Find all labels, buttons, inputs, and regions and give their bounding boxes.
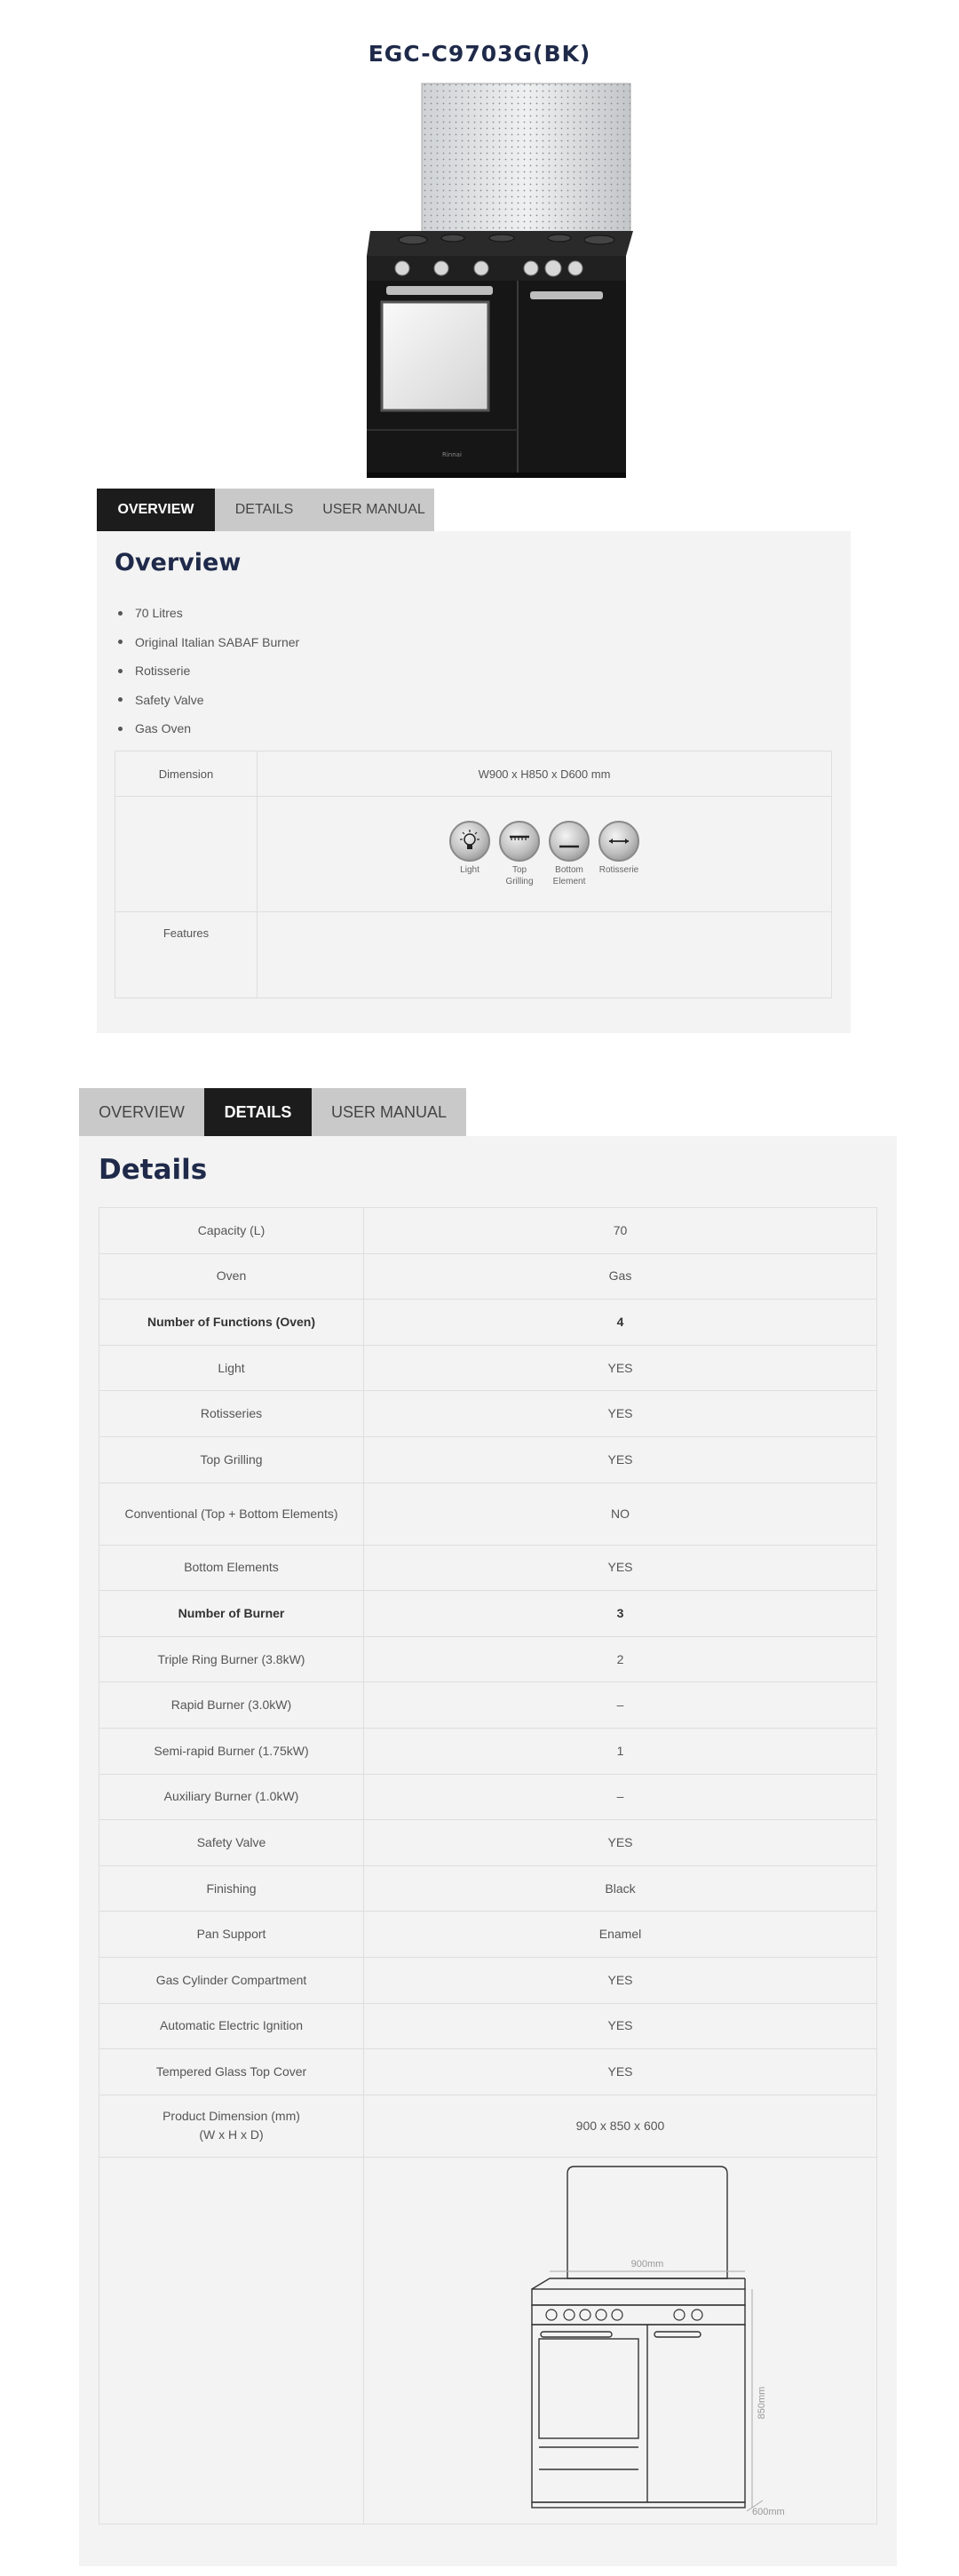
table-row <box>99 1912 877 1958</box>
table-row <box>99 2095 877 2157</box>
spec-value: Black <box>364 1865 877 1912</box>
light-bulb-icon <box>449 821 490 862</box>
table-row <box>99 1253 877 1300</box>
tab-overview[interactable]: OVERVIEW <box>79 1088 204 1136</box>
table-row <box>115 797 832 912</box>
table-row <box>99 1208 877 1254</box>
spec-label: Number of Functions (Oven) <box>99 1300 364 1346</box>
product-title: EGC-C9703G(BK) <box>368 41 591 67</box>
spec-value: YES <box>364 1345 877 1391</box>
table-row <box>99 2157 877 2524</box>
dimension-drawing <box>470 2163 785 2518</box>
bottom-element-icon <box>549 821 590 862</box>
overview-panel <box>97 531 851 1033</box>
spec-value: 70 <box>364 1208 877 1254</box>
feature-light <box>448 821 491 887</box>
spec-label: Semi-rapid Burner (1.75kW) <box>99 1728 364 1774</box>
spec-value: YES <box>364 1957 877 2003</box>
spec-value: 4 <box>364 1300 877 1346</box>
tab-details[interactable]: DETAILS <box>204 1088 312 1136</box>
feature-label: Bottom Element <box>552 865 586 886</box>
list-item: Safety Valve <box>115 686 299 715</box>
spec-label: Conventional (Top + Bottom Elements) <box>99 1483 364 1545</box>
dimension-value: W900 x H850 x D600 mm <box>258 751 832 797</box>
depth-dimension-label: 600mm <box>751 2506 785 2517</box>
spec-value: NO <box>364 1483 877 1545</box>
overview-heading: Overview <box>115 549 242 576</box>
table-row <box>115 912 832 998</box>
spec-label: Pan Support <box>99 1912 364 1958</box>
feature-bottom-element <box>548 821 590 887</box>
overview-tab-bar <box>97 489 434 531</box>
rotisserie-icon <box>598 821 639 862</box>
overview-spec-table <box>115 751 832 998</box>
table-row <box>115 751 832 797</box>
details-panel <box>79 1136 897 2566</box>
spec-label: Safety Valve <box>99 1820 364 1866</box>
table-row <box>99 1300 877 1346</box>
spec-label: Gas Cylinder Compartment <box>99 1957 364 2003</box>
spec-value: Gas <box>364 1253 877 1300</box>
tab-user-manual[interactable]: USER MANUAL <box>313 489 434 531</box>
table-row <box>99 1728 877 1774</box>
feature-top-grilling <box>498 821 541 887</box>
table-row <box>99 1820 877 1866</box>
details-spec-table <box>99 1207 877 2524</box>
table-row <box>99 1591 877 1637</box>
table-row <box>99 1391 877 1437</box>
spec-value: – <box>364 1682 877 1729</box>
spec-label: Product Dimension (mm) (W x H x D) <box>99 2095 364 2157</box>
table-row <box>99 1545 877 1591</box>
dimension-label: Dimension <box>115 751 258 797</box>
spec-value: YES <box>364 1820 877 1866</box>
spec-label: Finishing <box>99 1865 364 1912</box>
spec-value: 2 <box>364 1636 877 1682</box>
feature-icons <box>258 821 831 887</box>
features-label: Features <box>115 912 258 998</box>
svg-text:Rinnai: Rinnai <box>442 451 462 458</box>
spec-value: 1 <box>364 1728 877 1774</box>
spec-label: Top Grilling <box>99 1436 364 1483</box>
width-dimension-label: 900mm <box>630 2258 663 2270</box>
table-row <box>99 2049 877 2095</box>
spec-label: Light <box>99 1345 364 1391</box>
spec-label: Capacity (L) <box>99 1208 364 1254</box>
table-row <box>99 1483 877 1545</box>
spec-value: YES <box>364 1391 877 1437</box>
details-heading: Details <box>99 1154 208 1186</box>
feature-label: Rotisserie <box>598 865 639 875</box>
table-row <box>99 1345 877 1391</box>
details-tab-bar <box>79 1088 466 1136</box>
spec-value: YES <box>364 2003 877 2049</box>
spec-label: Number of Burner <box>99 1591 364 1637</box>
table-row <box>99 1957 877 2003</box>
spec-value: Enamel <box>364 1912 877 1958</box>
spec-label: Rapid Burner (3.0kW) <box>99 1682 364 1729</box>
tab-user-manual[interactable]: USER MANUAL <box>312 1088 466 1136</box>
table-row <box>99 1865 877 1912</box>
table-row <box>99 1436 877 1483</box>
feature-label: Light <box>460 865 480 875</box>
spec-value: – <box>364 1774 877 1820</box>
spec-label: Triple Ring Burner (3.8kW) <box>99 1636 364 1682</box>
list-item: Rotisserie <box>115 656 299 686</box>
spec-value: YES <box>364 2049 877 2095</box>
feature-label: Top Grilling <box>505 865 534 886</box>
top-grilling-icon <box>499 821 540 862</box>
spec-label: Bottom Elements <box>99 1545 364 1591</box>
spec-label: Tempered Glass Top Cover <box>99 2049 364 2095</box>
feature-icons-cell <box>258 797 832 912</box>
tab-overview[interactable]: OVERVIEW <box>97 489 215 531</box>
spec-label: Automatic Electric Ignition <box>99 2003 364 2049</box>
overview-feature-list <box>115 599 299 743</box>
spec-label: Oven <box>99 1253 364 1300</box>
table-row <box>99 1774 877 1820</box>
table-row <box>99 2003 877 2049</box>
spec-label: Rotisseries <box>99 1391 364 1437</box>
height-dimension-label: 850mm <box>756 2386 767 2420</box>
spec-value: 900 x 850 x 600 <box>364 2095 877 2157</box>
gas-cooker-product-photo <box>360 82 635 481</box>
dimension-drawing-cell <box>364 2157 877 2524</box>
list-item: Original Italian SABAF Burner <box>115 628 299 657</box>
tab-details[interactable]: DETAILS <box>215 489 313 531</box>
list-item: Gas Oven <box>115 714 299 743</box>
list-item: 70 Litres <box>115 599 299 628</box>
table-row <box>99 1636 877 1682</box>
spec-value: YES <box>364 1545 877 1591</box>
spec-label: Auxiliary Burner (1.0kW) <box>99 1774 364 1820</box>
table-row <box>99 1682 877 1729</box>
spec-value: 3 <box>364 1591 877 1637</box>
spec-value: YES <box>364 1436 877 1483</box>
feature-rotisserie <box>598 821 640 887</box>
